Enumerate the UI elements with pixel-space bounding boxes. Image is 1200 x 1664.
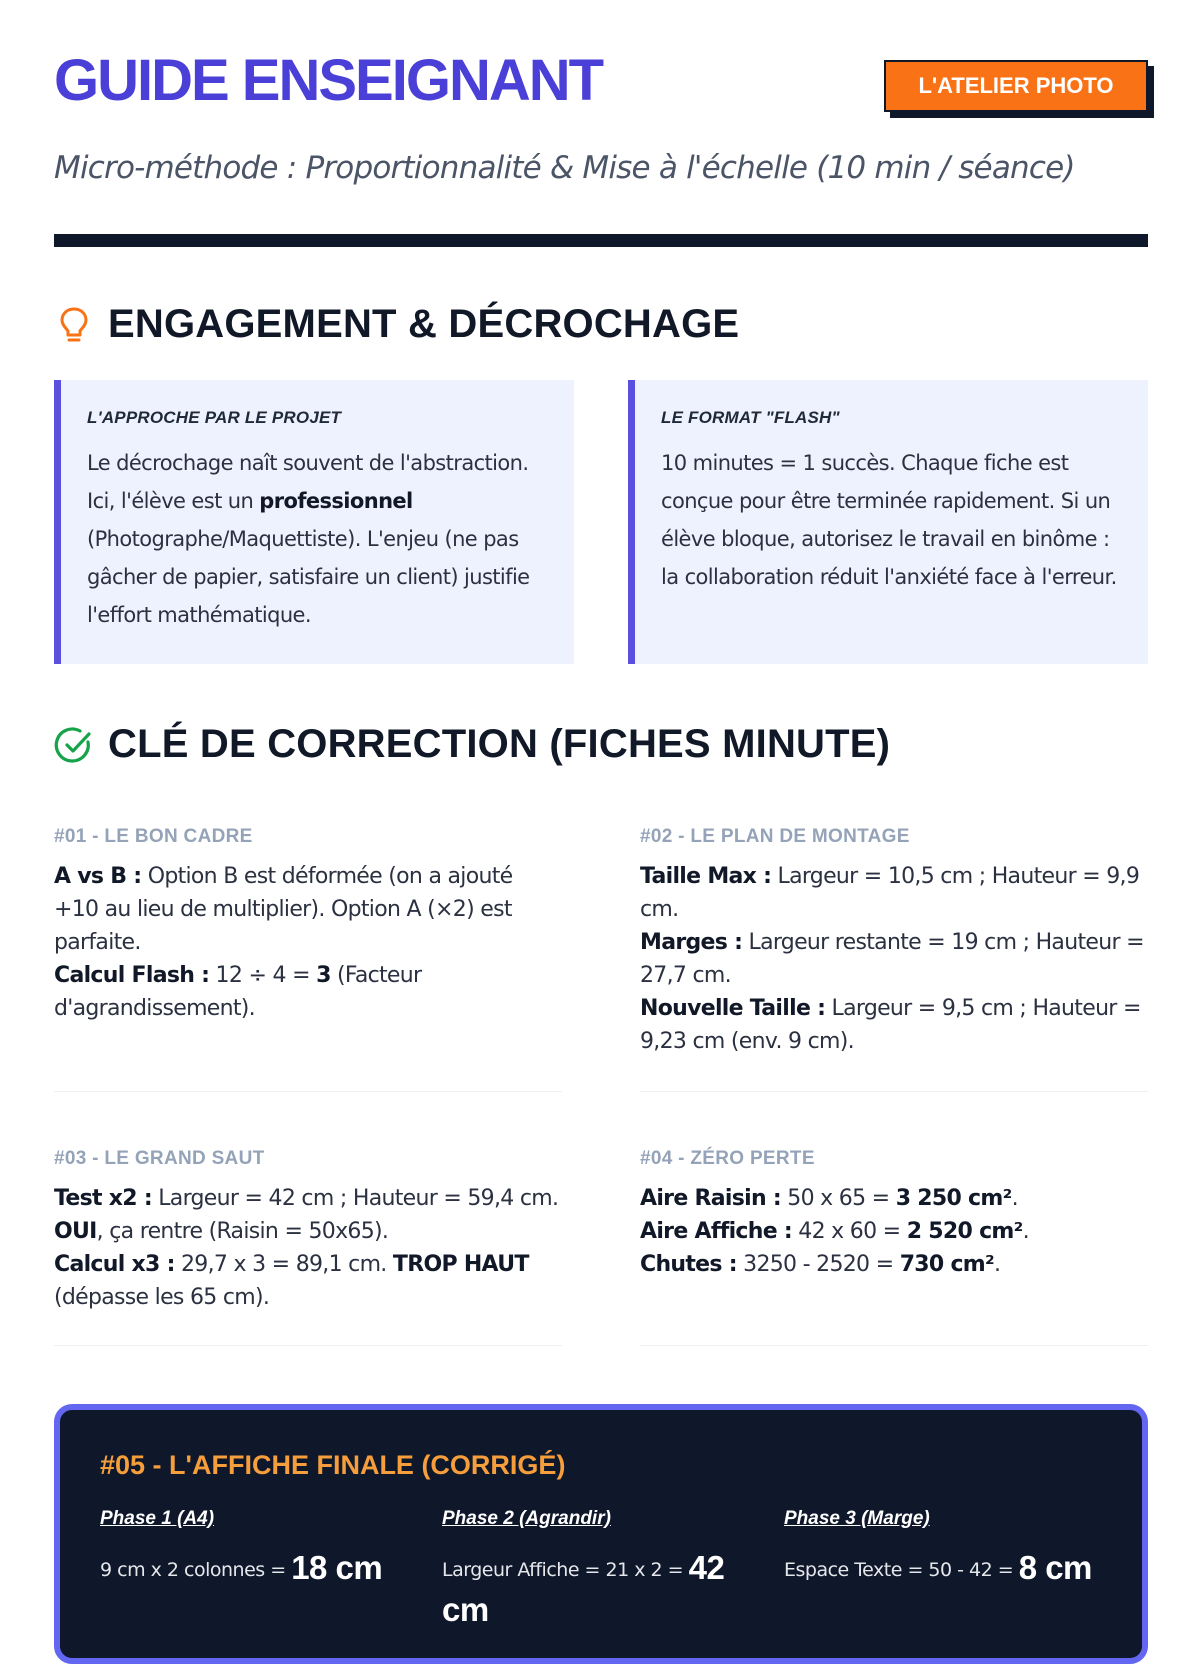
- key-text: .: [993, 1252, 1001, 1277]
- key-02: [640, 826, 1148, 1092]
- check-circle-icon: [54, 725, 94, 765]
- phase-title: Phase 1 (A4): [100, 1508, 215, 1529]
- key-line: [54, 959, 562, 1025]
- phase-result: 8 cm: [1018, 1549, 1092, 1586]
- key-text: Largeur = 10,5 cm ; Hauteur = 9,9 cm.: [640, 864, 1140, 922]
- key-line: [640, 926, 1148, 992]
- phase-line: [442, 1548, 762, 1632]
- key-text: 12 ÷ 4 =: [209, 963, 317, 988]
- page-title: GUIDE ENSEIGNANT: [54, 48, 603, 113]
- key-bold: 730 cm²: [899, 1252, 994, 1277]
- key-line: [640, 1248, 1148, 1281]
- engagement-heading-text: ENGAGEMENT & DÉCROCHAGE: [108, 302, 740, 346]
- card-text: 10 minutes = 1 succès. Chaque fiche est conçue pour être terminée rapidement. Si un élève bloque, autorisez le travail en binôme : la collaboration réduit l'anxiété face à l'erreur.: [661, 451, 1117, 589]
- header: [54, 0, 1148, 150]
- correction-heading-text: CLÉ DE CORRECTION (FICHES MINUTE): [108, 722, 891, 766]
- phase-text: Largeur Affiche = 21 x 2 =: [442, 1559, 689, 1581]
- header-divider: [54, 234, 1148, 247]
- key-line: [640, 1182, 1148, 1215]
- key-03: [54, 1148, 562, 1346]
- key-text: Largeur = 42 cm ; Hauteur = 59,4 cm.: [151, 1186, 559, 1211]
- key-bold: 3: [316, 963, 331, 988]
- phase-2: [442, 1508, 762, 1632]
- key-text: .: [1011, 1186, 1018, 1211]
- page-subtitle: Micro-méthode : Proportionnalité & Mise à l'échelle (10 min / séance): [54, 150, 1075, 186]
- key-line: [640, 860, 1148, 926]
- lightbulb-icon: [54, 305, 94, 345]
- key-label: Calcul x3 :: [54, 1252, 175, 1277]
- key-bold: 3 250 cm²: [895, 1186, 1012, 1211]
- key-line: [54, 1182, 562, 1215]
- key-text: 3250 - 2520 =: [736, 1252, 900, 1277]
- key-text: , ça rentre (Raisin = 50x65).: [96, 1219, 389, 1244]
- brand-badge: L'ATELIER PHOTO: [884, 60, 1148, 112]
- card-text-part: Le décrochage naît souvent de l'abstraction. Ici, l'élève est un: [87, 451, 529, 513]
- key-01: [54, 826, 562, 1092]
- key-label: Calcul Flash :: [54, 963, 210, 988]
- key-label: Marges :: [640, 930, 743, 955]
- phase-1: [100, 1508, 420, 1590]
- key-label: Test x2 :: [54, 1186, 152, 1211]
- key-text: Largeur restante = 19 cm ; Hauteur = 27,7 cm.: [640, 930, 1144, 988]
- key-text: Option B est déformée (on a ajouté +10 au lieu de multiplier). Option A (×2) est parfaite.: [54, 864, 513, 955]
- phase-title: Phase 3 (Marge): [784, 1508, 930, 1529]
- key-bold: 2 520 cm²: [906, 1219, 1023, 1244]
- key-title: #01 - LE BON CADRE: [54, 826, 253, 847]
- card-text-part: (Photographe/Maquettiste). L'enjeu (ne pas gâcher de papier, satisfaire un client) justifie l'effort mathématique.: [87, 527, 530, 627]
- final-poster-box: [54, 1404, 1148, 1664]
- key-label: Chutes :: [640, 1252, 737, 1277]
- key-label: A vs B :: [54, 864, 142, 889]
- key-text: 29,7 x 3 = 89,1 cm.: [174, 1252, 393, 1277]
- card-projet: [54, 380, 574, 664]
- correction-heading: [54, 722, 890, 767]
- phase-title: Phase 2 (Agrandir): [442, 1508, 611, 1529]
- card-flash: [628, 380, 1148, 664]
- phase-3: [784, 1508, 1104, 1590]
- final-heading: #05 - L'AFFICHE FINALE (CORRIGÉ): [100, 1450, 566, 1480]
- card-text: [87, 444, 550, 634]
- phase-result: 42 cm: [442, 1549, 725, 1628]
- card-title: LE FORMAT "FLASH": [661, 408, 840, 427]
- key-title: #04 - ZÉRO PERTE: [640, 1148, 815, 1169]
- key-line: [640, 1215, 1148, 1248]
- card-title: L'APPROCHE PAR LE PROJET: [87, 408, 342, 427]
- phase-text: 9 cm x 2 colonnes =: [100, 1559, 292, 1581]
- key-line: [54, 1215, 562, 1248]
- key-label: Taille Max :: [640, 864, 772, 889]
- key-text: (dépasse les 65 cm).: [54, 1285, 270, 1310]
- card-text-bold: professionnel: [259, 489, 413, 513]
- key-bold: TROP HAUT: [392, 1252, 529, 1277]
- key-label: OUI: [54, 1219, 97, 1244]
- key-title: #02 - LE PLAN DE MONTAGE: [640, 826, 910, 847]
- key-line: [640, 992, 1148, 1058]
- key-text: (Facteur d'agrandissement).: [54, 963, 422, 1021]
- key-text: .: [1022, 1219, 1029, 1244]
- phase-line: [100, 1548, 420, 1590]
- key-label: Aire Raisin :: [640, 1186, 781, 1211]
- key-line: [54, 1248, 562, 1314]
- key-line: [54, 860, 562, 959]
- engagement-heading: [54, 302, 739, 347]
- phase-text: Espace Texte = 50 - 42 =: [784, 1559, 1019, 1581]
- key-text: Largeur = 9,5 cm ; Hauteur = 9,23 cm (env. 9 cm).: [640, 996, 1141, 1054]
- key-04: [640, 1148, 1148, 1346]
- key-text: 50 x 65 =: [780, 1186, 896, 1211]
- key-title: #03 - LE GRAND SAUT: [54, 1148, 265, 1169]
- key-label: Nouvelle Taille :: [640, 996, 826, 1021]
- phase-result: 18 cm: [291, 1549, 383, 1586]
- document-page: [54, 0, 1148, 1628]
- key-text: 42 x 60 =: [792, 1219, 907, 1244]
- phase-line: [784, 1548, 1104, 1590]
- key-label: Aire Affiche :: [640, 1219, 792, 1244]
